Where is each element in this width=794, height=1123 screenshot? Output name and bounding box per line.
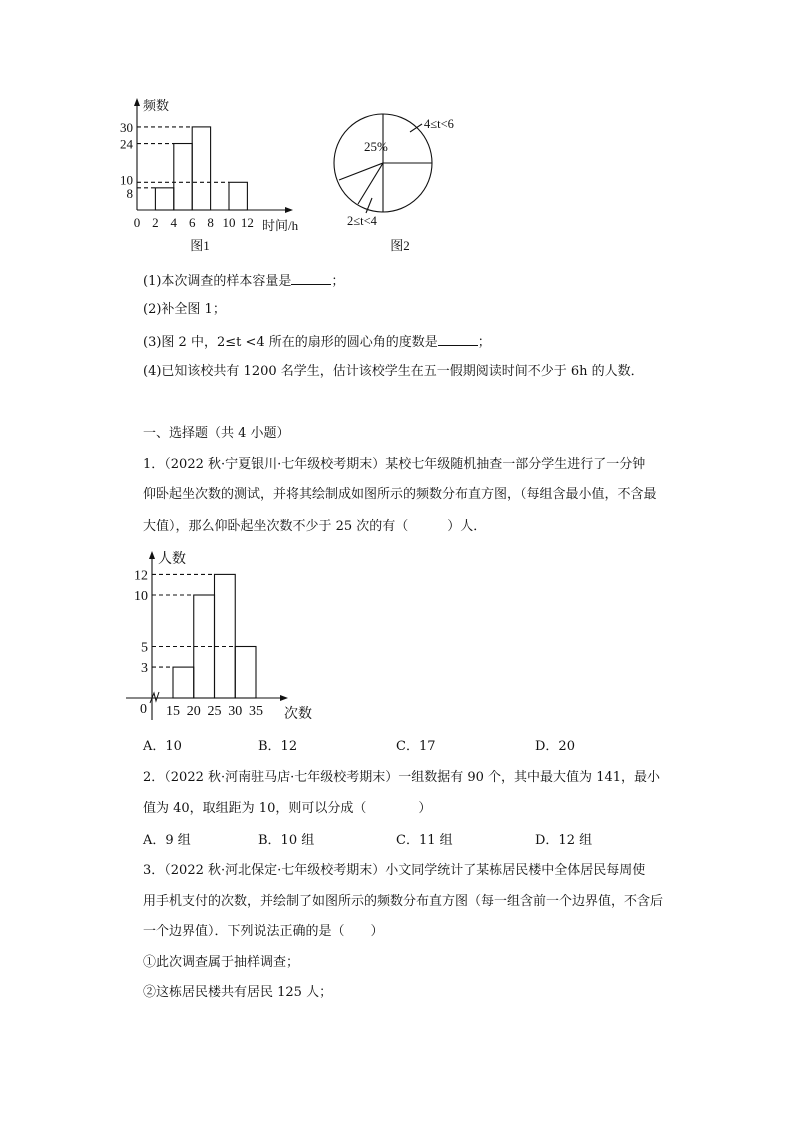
x-axis-label: 时间/h xyxy=(262,218,299,233)
y-tick-label: 30 xyxy=(120,119,133,135)
y-axis-label: 人数 xyxy=(158,552,186,567)
q3-statement-2: ②这栋居民楼共有居民 125 人； xyxy=(143,985,333,1000)
q1-line: 仰卧起坐次数的测试，并将其绘制成如图所示的频数分布直方图，（每组含最小值，不含最 xyxy=(143,487,657,502)
pie-label-2-4: 2≤t<4 xyxy=(347,214,377,228)
x-axis-label: 次数 xyxy=(284,707,312,722)
punctuation: ； xyxy=(331,274,345,289)
q2-line: 值为 40，取组距为 10，则可以分成（ ） xyxy=(143,801,432,816)
y-tick-label: 12 xyxy=(134,568,148,584)
punctuation: ； xyxy=(477,335,491,350)
y-tick-label: 8 xyxy=(126,185,133,201)
x-tick-label: 8 xyxy=(207,215,214,230)
q1-option-b[interactable]: B．12 xyxy=(258,739,298,754)
x-tick-label: 20 xyxy=(186,704,201,719)
histogram-bar xyxy=(192,127,210,210)
x-axis-arrow-icon xyxy=(280,695,288,701)
pie-divider xyxy=(358,163,383,204)
histogram-bar xyxy=(235,647,256,699)
x-tick-label: 6 xyxy=(188,215,196,230)
answer-blank xyxy=(291,272,331,285)
q2-option-b[interactable]: B．10 组 xyxy=(258,833,315,848)
x-tick-label: 0 xyxy=(133,215,141,230)
section-title: 一、选择题（共 4 小题） xyxy=(143,426,290,441)
question-part-3 xyxy=(143,333,491,351)
origin-label: 0 xyxy=(140,702,147,717)
q2-option-d[interactable]: D．12 组 xyxy=(535,833,593,848)
question-part-1 xyxy=(143,272,344,290)
q1-line: 1．（2022 秋·宁夏银川·七年级校考期末）某校七年级随机抽查一部分学生进行了一分钟 xyxy=(143,457,646,472)
histogram-bar xyxy=(229,182,247,210)
q3-line: 一个边界值）．下列说法正确的是（ ） xyxy=(143,924,384,939)
histogram-bar xyxy=(215,574,236,698)
q2-line: 2．（2022 秋·河南驻马店·七年级校考期末）一组数据有 90 个，其中最大值为 141，最小 xyxy=(143,770,661,785)
q1-option-a[interactable]: A．10 xyxy=(143,739,182,754)
pie-label-4-6: 4≤t<6 xyxy=(424,117,454,131)
y-axis-label: 频数 xyxy=(143,98,170,113)
q2-option-c[interactable]: C．11 组 xyxy=(396,833,453,848)
x-tick-label: 2 xyxy=(152,215,159,230)
question-text: (1)本次调查的样本容量是 xyxy=(143,274,292,289)
q1-line: 大值），那么仰卧起坐次数不少于 25 次的有（ ）人． xyxy=(143,519,487,534)
y-tick-label: 10 xyxy=(134,589,148,604)
q3-line: 3．（2022 秋·河北保定·七年级校考期末）小文同学统计了某栋居民楼中全体居民每周使 xyxy=(143,863,646,878)
y-tick-label: 5 xyxy=(141,640,148,656)
q3-statement-1: ①此次调查属于抽样调查； xyxy=(143,955,300,970)
pie-divider xyxy=(339,163,383,180)
question-part-4: (4)已知该校共有 1200 名学生，估计该校学生在五一假期阅读时间不少于 6h 的人数． xyxy=(143,364,644,379)
x-tick-label: 25 xyxy=(207,704,222,719)
pie-slice-label: 25% xyxy=(364,139,388,154)
question-text: (3)图 2 中，2≤t <4 所在的扇形的圆心角的度数是 xyxy=(143,335,438,350)
x-tick-label: 15 xyxy=(166,704,180,719)
y-tick-label: 3 xyxy=(141,661,148,677)
x-tick-label: 12 xyxy=(240,215,254,230)
histogram-bar xyxy=(173,667,194,698)
y-axis-arrow-icon xyxy=(149,551,155,559)
histogram-bar xyxy=(155,188,173,210)
x-tick-label: 4 xyxy=(170,215,178,230)
histogram-bar xyxy=(174,144,192,210)
x-tick-label: 35 xyxy=(249,704,263,719)
question-part-2: (2)补全图 1； xyxy=(143,302,226,317)
q1-option-c[interactable]: C．17 xyxy=(396,739,436,754)
x-tick-label: 10 xyxy=(222,215,236,230)
y-tick-label: 24 xyxy=(120,136,133,152)
answer-blank xyxy=(438,333,478,346)
figure-caption: 图1 xyxy=(190,238,210,253)
x-tick-label: 30 xyxy=(228,704,243,719)
figure-caption: 图2 xyxy=(390,238,410,253)
q2-option-a[interactable]: A．9 组 xyxy=(143,833,191,848)
x-axis-arrow-icon xyxy=(285,207,293,213)
q1-option-d[interactable]: D．20 xyxy=(535,739,575,754)
q3-line: 用手机支付的次数，并绘制了如图所示的频数分布直方图（每一组含前一个边界值，不含后 xyxy=(143,894,664,909)
y-axis-arrow-icon xyxy=(134,98,140,106)
y-tick-label: 10 xyxy=(120,172,133,188)
